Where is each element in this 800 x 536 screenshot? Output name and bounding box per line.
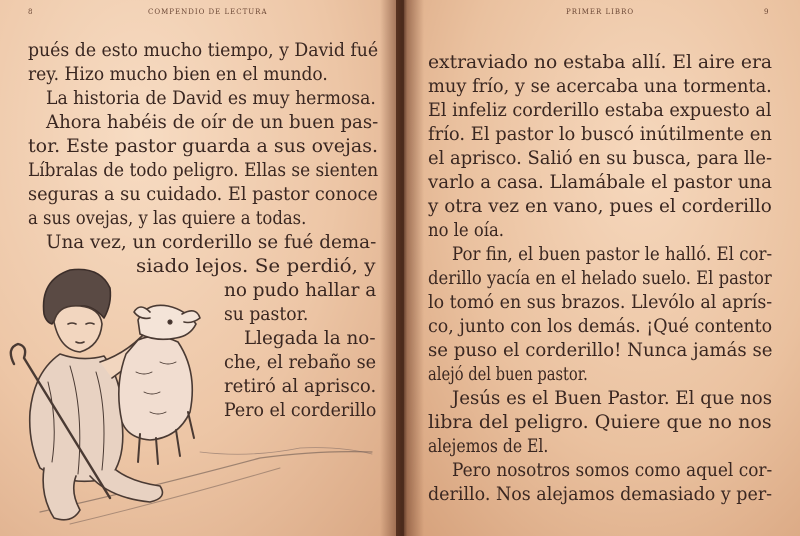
text-line: alejemos de El.: [428, 435, 549, 457]
right-page: [404, 0, 800, 536]
text-line: no le oía.: [428, 219, 504, 241]
left-running-head: COMPENDIO DE LECTURA: [148, 8, 268, 16]
text-line: tor. Este pastor guarda a sus ovejas.: [28, 135, 379, 157]
text-line: se puso el corderillo! Nunca jamás se: [428, 339, 773, 361]
text-line: alejó del buen pastor.: [428, 363, 588, 385]
text-line: Jesús es el Buen Pastor. El que nos: [452, 387, 773, 409]
text-line: libra del peligro. Quiere que no nos: [428, 411, 772, 433]
text-line: el aprisco. Salió en su busca, para lle-: [428, 147, 773, 169]
text-line: Pero el corderillo: [224, 399, 377, 421]
text-line: seguras a su cuidado. El pastor conoce: [28, 183, 378, 205]
right-running-head: PRIMER LIBRO: [566, 8, 635, 16]
book-gutter: [380, 0, 424, 536]
child-and-lamb-illustration: [0, 262, 380, 536]
text-line: Una vez, un corderillo se fué dema-: [46, 231, 377, 253]
text-line: Llegada la no-: [244, 327, 376, 349]
text-line: che, el rebaño se: [224, 351, 377, 373]
text-line: Pero nosotros somos como aquel cor-: [452, 459, 773, 481]
text-line: su pastor.: [224, 303, 309, 325]
text-line: retiró al aprisco.: [224, 375, 377, 397]
text-line: La historia de David es muy hermosa.: [46, 87, 376, 109]
text-line: Por fin, el buen pastor le halló. El cor-: [452, 243, 773, 265]
text-line: frío. El pastor lo buscó inútilmente en: [428, 123, 772, 145]
text-line: y otra vez en vano, pues el corderillo: [428, 195, 772, 217]
right-page-number: 9: [764, 8, 770, 16]
text-line: derillo. Nos alejamos demasiado y per-: [428, 483, 773, 505]
text-line: muy frío, y se acercaba una tormenta.: [428, 75, 772, 97]
text-line: siado lejos. Se perdió, y: [136, 255, 376, 277]
text-line: Ahora habéis de oír de un buen pas-: [46, 111, 379, 133]
left-page-number: 8: [28, 8, 34, 16]
text-line: a sus ovejas, y las quiere a todas.: [28, 207, 307, 229]
text-line: Líbralas de todo peligro. Ellas se sienten: [28, 159, 379, 181]
text-line: lo tomó en sus brazos. Llevólo al aprís-: [428, 291, 773, 313]
text-line: El infeliz corderillo estaba expuesto al: [428, 99, 772, 121]
text-line: varlo a casa. Llamábale el pastor una: [428, 171, 773, 193]
text-line: no pudo hallar a: [224, 279, 377, 301]
text-line: derillo yacía en el helado suelo. El pastor: [428, 267, 772, 289]
left-page: [0, 0, 396, 536]
text-line: co, junto con los demás. ¡Qué contento: [428, 315, 773, 337]
text-line: pués de esto mucho tiempo, y David fué: [28, 39, 379, 61]
text-line: rey. Hizo mucho bien en el mundo.: [28, 63, 328, 85]
text-line: extraviado no estaba allí. El aire era: [428, 51, 773, 73]
